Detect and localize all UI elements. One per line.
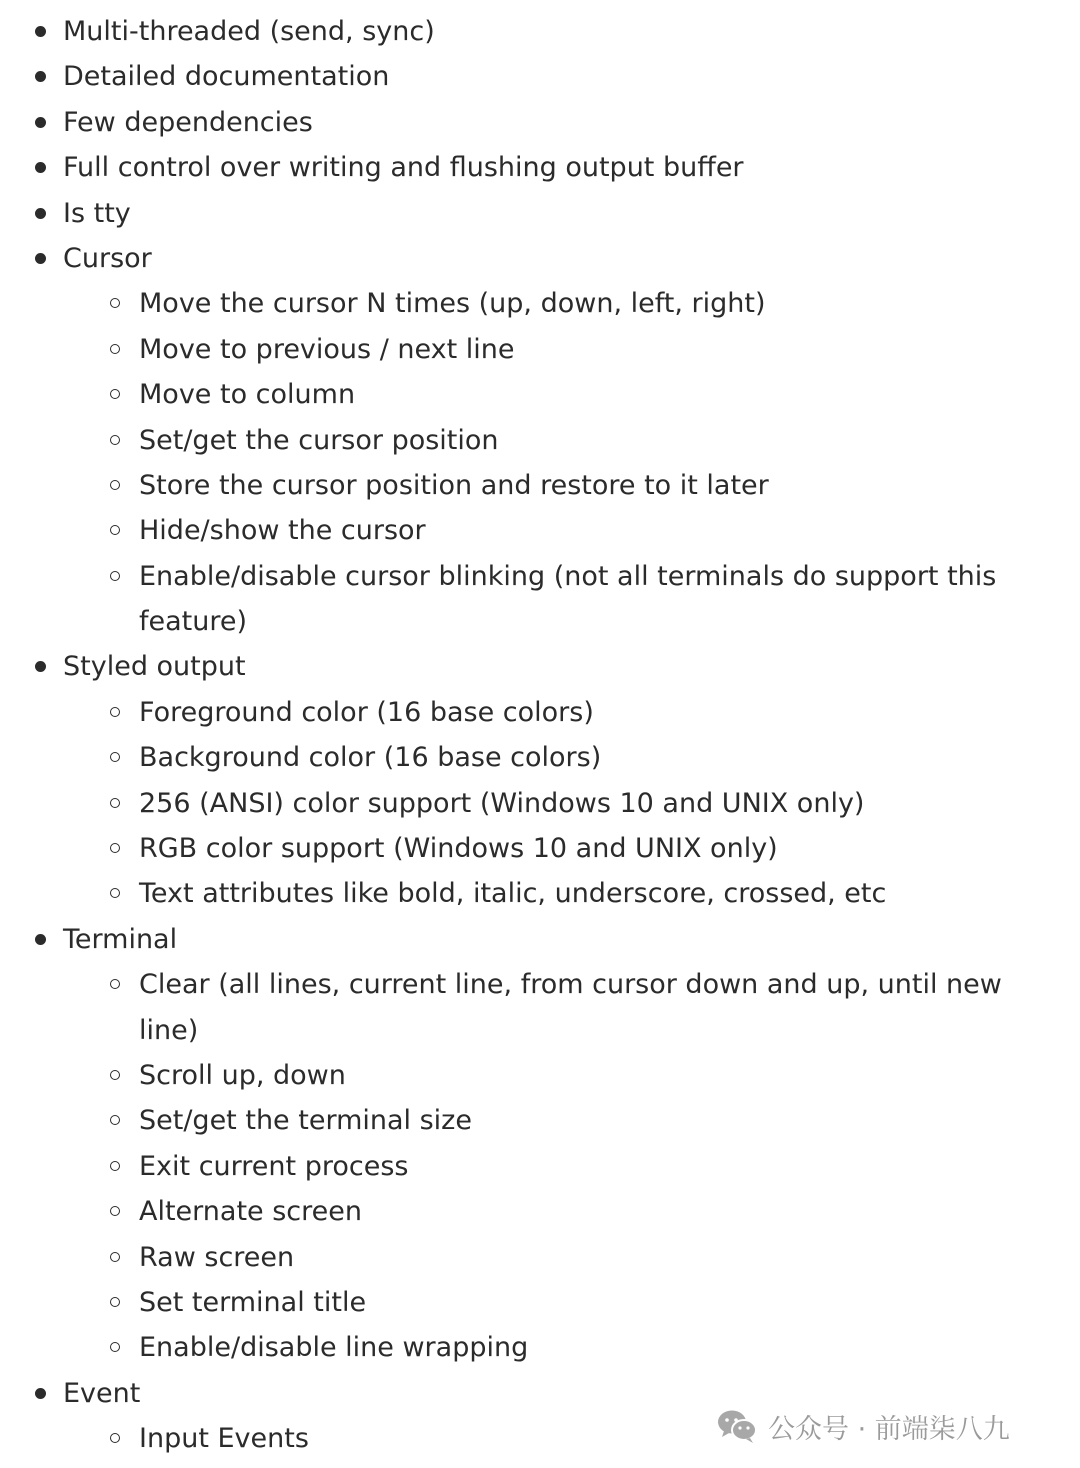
sub-list-item bbox=[0, 871, 1080, 916]
list-item-text: Raw screen bbox=[139, 1241, 295, 1273]
bullet-icon bbox=[35, 1388, 46, 1399]
list-item-text: Input Events bbox=[139, 1423, 309, 1455]
list-item bbox=[0, 236, 1080, 281]
circle-bullet-icon bbox=[110, 525, 120, 535]
list-item-text: Set/get the terminal size bbox=[139, 1105, 472, 1137]
bullet-icon bbox=[35, 934, 46, 945]
sub-list-item bbox=[0, 1098, 1080, 1143]
list-item-text: Move to column bbox=[139, 379, 356, 411]
list-item-text: Exit current process bbox=[139, 1150, 409, 1182]
circle-bullet-icon bbox=[110, 752, 120, 762]
list-item-text: 256 (ANSI) color support (Windows 10 and UNIX only) bbox=[139, 787, 865, 819]
bullet-icon bbox=[35, 71, 46, 82]
circle-bullet-icon bbox=[110, 480, 120, 490]
list-item-text: Few dependencies bbox=[63, 106, 313, 138]
circle-bullet-icon bbox=[110, 798, 120, 808]
sub-list-item bbox=[0, 690, 1080, 735]
list-item-text: Styled output bbox=[63, 651, 246, 683]
list-item-text: RGB color support (Windows 10 and UNIX only) bbox=[139, 833, 778, 865]
list-item-text: Event bbox=[63, 1377, 141, 1409]
sub-list-item bbox=[0, 372, 1080, 417]
list-item-text: Clear (all lines, current line, from cursor down and up, until new bbox=[139, 969, 1002, 1001]
list-item bbox=[0, 9, 1080, 54]
sub-list-item bbox=[0, 1189, 1080, 1234]
sub-list-item bbox=[0, 1325, 1080, 1370]
circle-bullet-icon bbox=[110, 1252, 120, 1262]
watermark bbox=[716, 1404, 1010, 1448]
bullet-icon bbox=[35, 117, 46, 128]
circle-bullet-icon bbox=[110, 389, 120, 399]
bullet-icon bbox=[35, 208, 46, 219]
sub-list-item bbox=[0, 463, 1080, 508]
circle-bullet-icon bbox=[110, 1161, 120, 1171]
circle-bullet-icon bbox=[110, 1206, 120, 1216]
list-item-text: Hide/show the cursor bbox=[139, 515, 426, 547]
list-item bbox=[0, 644, 1080, 689]
list-item-text: Text attributes like bold, italic, underscore, crossed, etc bbox=[139, 878, 887, 910]
list-item bbox=[0, 54, 1080, 99]
list-item-text: Detailed documentation bbox=[63, 61, 390, 93]
list-item-text: Move the cursor N times (up, down, left, right) bbox=[139, 288, 766, 320]
list-item-text: Is tty bbox=[63, 197, 131, 229]
list-item-continuation bbox=[0, 1008, 1080, 1053]
circle-bullet-icon bbox=[110, 707, 120, 717]
bullet-icon bbox=[35, 26, 46, 37]
list-item-text-continuation: line) bbox=[139, 1014, 199, 1046]
circle-bullet-icon bbox=[110, 888, 120, 898]
list-item-text: Alternate screen bbox=[139, 1196, 362, 1228]
circle-bullet-icon bbox=[110, 435, 120, 445]
list-item-text: Scroll up, down bbox=[139, 1059, 346, 1091]
list-item-text: Store the cursor position and restore to it later bbox=[139, 469, 769, 501]
sub-list-item bbox=[0, 554, 1080, 599]
circle-bullet-icon bbox=[110, 571, 120, 581]
sub-list-item bbox=[0, 1053, 1080, 1098]
circle-bullet-icon bbox=[110, 843, 120, 853]
list-item-text: Enable/disable line wrapping bbox=[139, 1332, 529, 1364]
list-item-continuation bbox=[0, 599, 1080, 644]
circle-bullet-icon bbox=[110, 344, 120, 354]
sub-list-item bbox=[0, 418, 1080, 463]
list-item-text: Set/get the cursor position bbox=[139, 424, 499, 456]
bullet-icon bbox=[35, 253, 46, 264]
wechat-icon bbox=[716, 1408, 758, 1444]
circle-bullet-icon bbox=[110, 979, 120, 989]
list-item-text: Foreground color (16 base colors) bbox=[139, 696, 594, 728]
list-item-text: Set terminal title bbox=[139, 1286, 367, 1318]
list-item-text: Move to previous / next line bbox=[139, 333, 515, 365]
feature-list bbox=[0, 9, 1080, 1462]
list-item-text: Background color (16 base colors) bbox=[139, 742, 602, 774]
list-item bbox=[0, 100, 1080, 145]
sub-list-item bbox=[0, 1235, 1080, 1280]
circle-bullet-icon bbox=[110, 1297, 120, 1307]
circle-bullet-icon bbox=[110, 1070, 120, 1080]
list-item-text: Cursor bbox=[63, 242, 152, 274]
sub-list-item bbox=[0, 281, 1080, 326]
sub-list-item bbox=[0, 1280, 1080, 1325]
sub-list-item bbox=[0, 781, 1080, 826]
list-item-text: Multi-threaded (send, sync) bbox=[63, 16, 435, 47]
list-item bbox=[0, 191, 1080, 236]
sub-list-item bbox=[0, 826, 1080, 871]
circle-bullet-icon bbox=[110, 1433, 120, 1443]
list-item-text: Full control over writing and flushing output buffer bbox=[63, 152, 744, 184]
watermark-text: 公众号 · 前端柒八九 bbox=[768, 1413, 1010, 1445]
bullet-icon bbox=[35, 661, 46, 672]
sub-list-item bbox=[0, 508, 1080, 553]
list-item bbox=[0, 145, 1080, 190]
sub-list-item bbox=[0, 735, 1080, 780]
list-item-text: Terminal bbox=[63, 923, 178, 955]
sub-list-item bbox=[0, 962, 1080, 1007]
sub-list-item bbox=[0, 327, 1080, 372]
list-item bbox=[0, 917, 1080, 962]
bullet-icon bbox=[35, 162, 46, 173]
list-item-text-continuation: feature) bbox=[139, 606, 248, 638]
list-item-text: Enable/disable cursor blinking (not all terminals do support this bbox=[139, 560, 997, 592]
sub-list-item bbox=[0, 1144, 1080, 1189]
circle-bullet-icon bbox=[110, 298, 120, 308]
circle-bullet-icon bbox=[110, 1115, 120, 1125]
circle-bullet-icon bbox=[110, 1342, 120, 1352]
